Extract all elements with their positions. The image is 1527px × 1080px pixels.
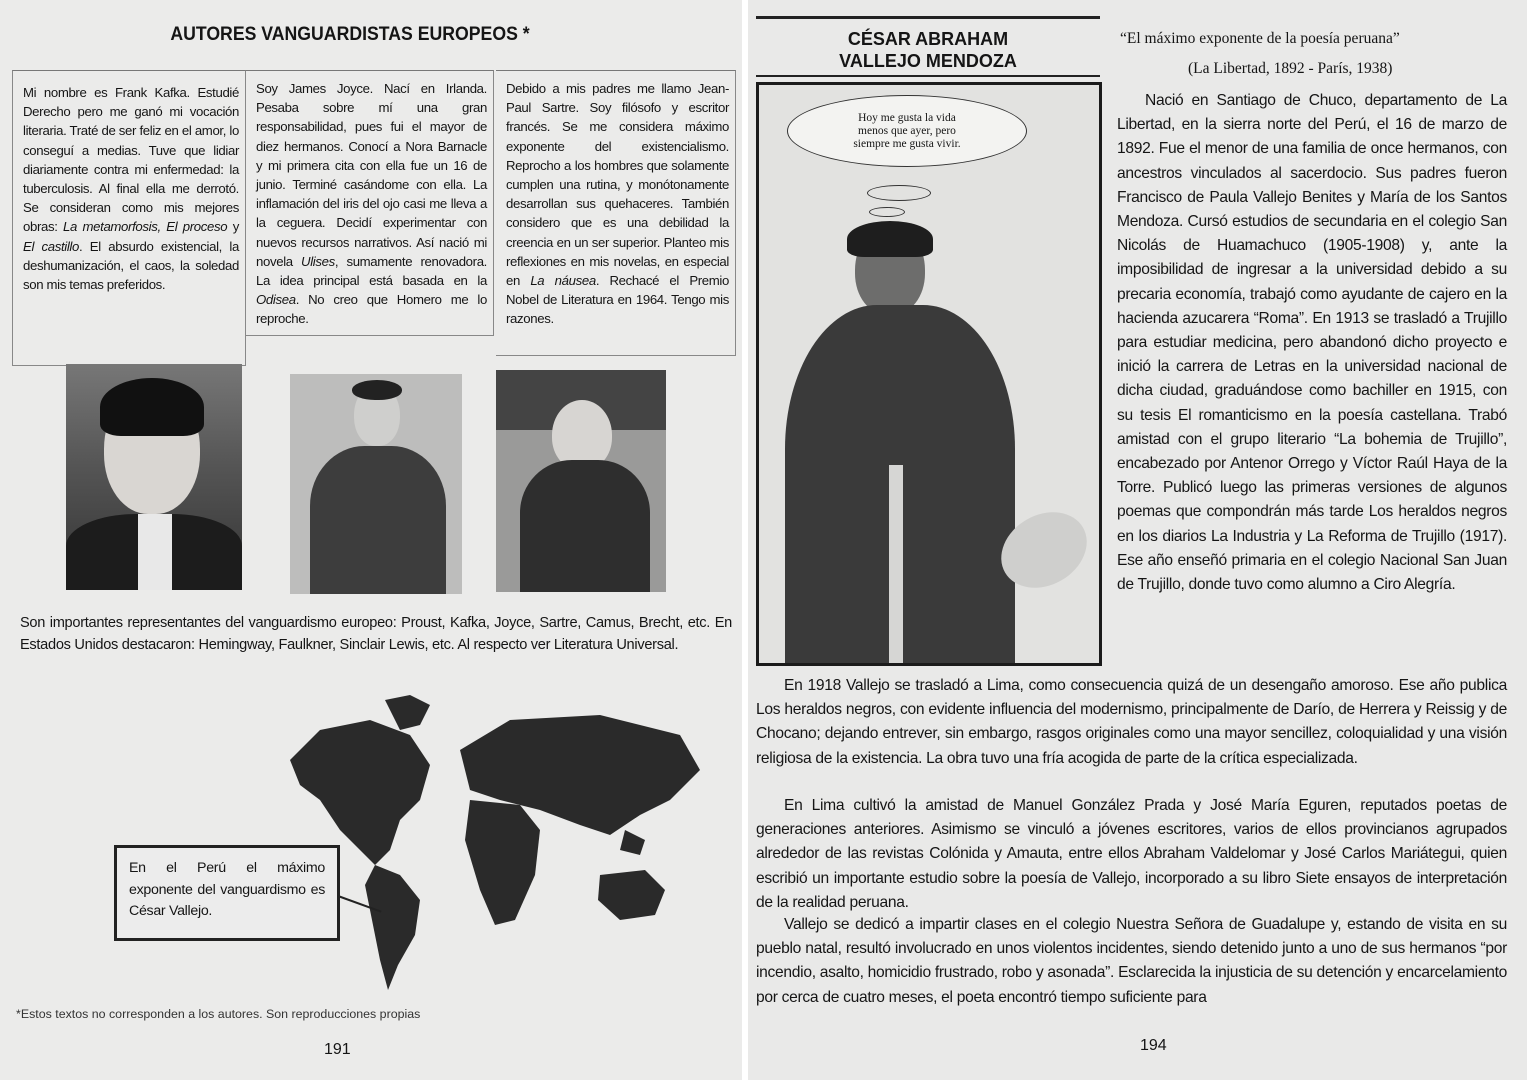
sartre-photo [496,370,666,592]
page-title: AUTORES VANGUARDISTAS EUROPEOS * [170,24,530,45]
biography-paragraph-1: Nació en Santiago de Chuco, departamento de La Libertad, en la sierra norte del Perú, el 16 de marzo de 1892. Fue el menor de una familia de once hermanos, con ancestros vinculados al sacerdocio. Sus padres fueron Francisco de Paula Vallejo Benites y María de los Santos Mendoza. Cursó estudios de secundaria en el colegio San Nicolás de Huamachuco (1905-1908) y, ante la imposibilidad de ingresar a la universidad debido a su precaria economía, trabajó como ayudante de cajero en la hacienda azucarera “Roma”. En 1913 se trasladó a Trujillo para estudiar medicina, pero abandonó dicho proyecto e inició la carrera de Letras en la universidad nacional de dicha ciudad, graduándose como bachiller en 1915, con su tesis El romanticismo en la poesía castellana. Trabó amistad con el grupo literario “La bohemia de Trujillo”, encabezado por Antenor Orrego y Víctor Raúl Haya de la Torre. Publicó luego las primeras versiones de algunos poemas que compondrán más tarde Los heraldos negros en los diarios La Industria y La Reforma de Trujillo (1917). Ese año enseñó primaria en el colegio Nacional San Juan de Trujillo, donde tuvo como alumno a Ciro Alegría. [1117,92,1507,594]
biography-paragraph-3: En Lima cultivó la amistad de Manuel González Prada y José María Eguren, reputados poetas de generaciones anteriores. Asimismo se vinculó a jóvenes escritores, varios de ellos provincianos agrupados alrededor de las revistas Colónida y Amauta, entre ellos Abraham Valdelomar y José Carlos Mariátegui, quien escribió un importante estudio sobre la poesía de Vallejo, incorporado a su libro Siete ensayos de interpretación de la realidad peruana. [756,797,1507,911]
world-map-icon [280,690,710,1000]
portrait-hair [847,221,933,257]
thought-bubble: Hoy me gusta la vida menos que ayer, pero siempre me gusta vivir. [787,95,1027,167]
thought-bubble-dot [867,185,931,201]
vallejo-dates: (La Libertad, 1892 - París, 1938) [1188,60,1393,77]
footnote: *Estos textos no corresponden a los autores. Son reproducciones propias [16,1007,421,1021]
vallejo-name-title: CÉSAR ABRAHAM VALLEJO MENDOZA [839,29,1017,71]
biography-paragraph-4: Vallejo se dedicó a impartir clases en el colegio Nuestra Señora de Guadalupe y, estando de visita en su pueblo natal, resultó involucrado en unos violentos incidentes, siendo detenido junto a uno de sus hermanos “por incendio, asalto, homicidio frustrado, robo y asonada”. Esclarecida la injusticia de su detención y encarcelamiento por cerca de cuatro meses, el poeta encontró tiempo suficiente para [756,916,1507,1006]
vallejo-callout: En el Perú el máximo exponente del vanguardismo es César Vallejo. [114,845,340,941]
kafka-photo [66,364,242,590]
portrait-cane [889,465,903,665]
vallejo-photo [756,82,1102,666]
title-top-rule [756,16,1100,19]
sartre-bio-text: Debido a mis padres me llamo Jean-Paul Sartre. Soy filósofo y escritor francés. Se me considera máximo exponente del existencialismo. Reprocho a los hombres que solamente cumplen una rutina, y monótonamente desarrollan sus quehaceres. También considero que es una debilidad la creencia en un ser superior. Planteo mis reflexiones en mis novelas, en especial en La náusea. Rechacé el Premio Nobel de Literatura en 1964. Tengo mis razones. [506,81,729,327]
vallejo-quote: “El máximo exponente de la poesía peruana” [1120,30,1400,47]
biography-paragraph-2: En 1918 Vallejo se trasladó a Lima, como consecuencia quizá de un desengaño amoroso. Ese año publica Los heraldos negros, con evidente influencia del modernismo, principalmente de Darío, de Herrera y Reissig y de Chocano; dejando entrever, sin embargo, rasgos originales como una mayor sencillez, coloquialidad y una visión religiosa de la existencia. La obra tuvo una fría acogida de parte de la crítica especializada. [756,677,1507,767]
vanguardism-summary: Son importantes representantes del vanguardismo europeo: Proust, Kafka, Joyce, Sartre, Camus, Brecht, etc. En Estados Unidos destacaron: Hemingway, Faulkner, Sinclair Lewis, etc. Al respecto ver Literatura Universal. [20,615,732,653]
page-number: 194 [1140,1037,1167,1054]
left-page [0,0,742,1080]
title-bottom-rule [756,75,1100,77]
page-number: 191 [324,1041,351,1058]
thought-bubble-dot [869,207,905,217]
joyce-photo [290,374,462,594]
kafka-bio-box [12,70,246,366]
joyce-bio-text: Soy James Joyce. Nací en Irlanda. Pesaba sobre mí una gran responsabilidad, pues fui el mayor de diez hermanos. Conocí a Nora Barnacle y mi primera cita con ella fue un 16 de junio. Terminé casándome con ella. La inflamación del iris del ojo casi me lleva a la ceguera. Decidí experimentar con nuevos recursos narrativos. Así nació mi novela Ulises, sumamente renovadora. La idea principal está basada en la Odisea. No creo que Homero me lo reproche. [256,81,487,327]
sartre-bio-box [496,70,736,356]
joyce-bio-box [246,70,494,336]
kafka-bio-text: Mi nombre es Frank Kafka. Estudié Derecho pero me ganó mi vocación literaria. Traté de ser feliz en el amor, lo conseguí a medias. Tuve que lidiar diariamente contra mi enfermedad: la tuberculosis. Al final ella me derrotó. Se consideran como mis mejores obras: La metamorfosis, El proceso y El castillo. El absurdo existencial, la deshumanización, el caos, la soledad son mis temas preferidos. [23,85,239,293]
